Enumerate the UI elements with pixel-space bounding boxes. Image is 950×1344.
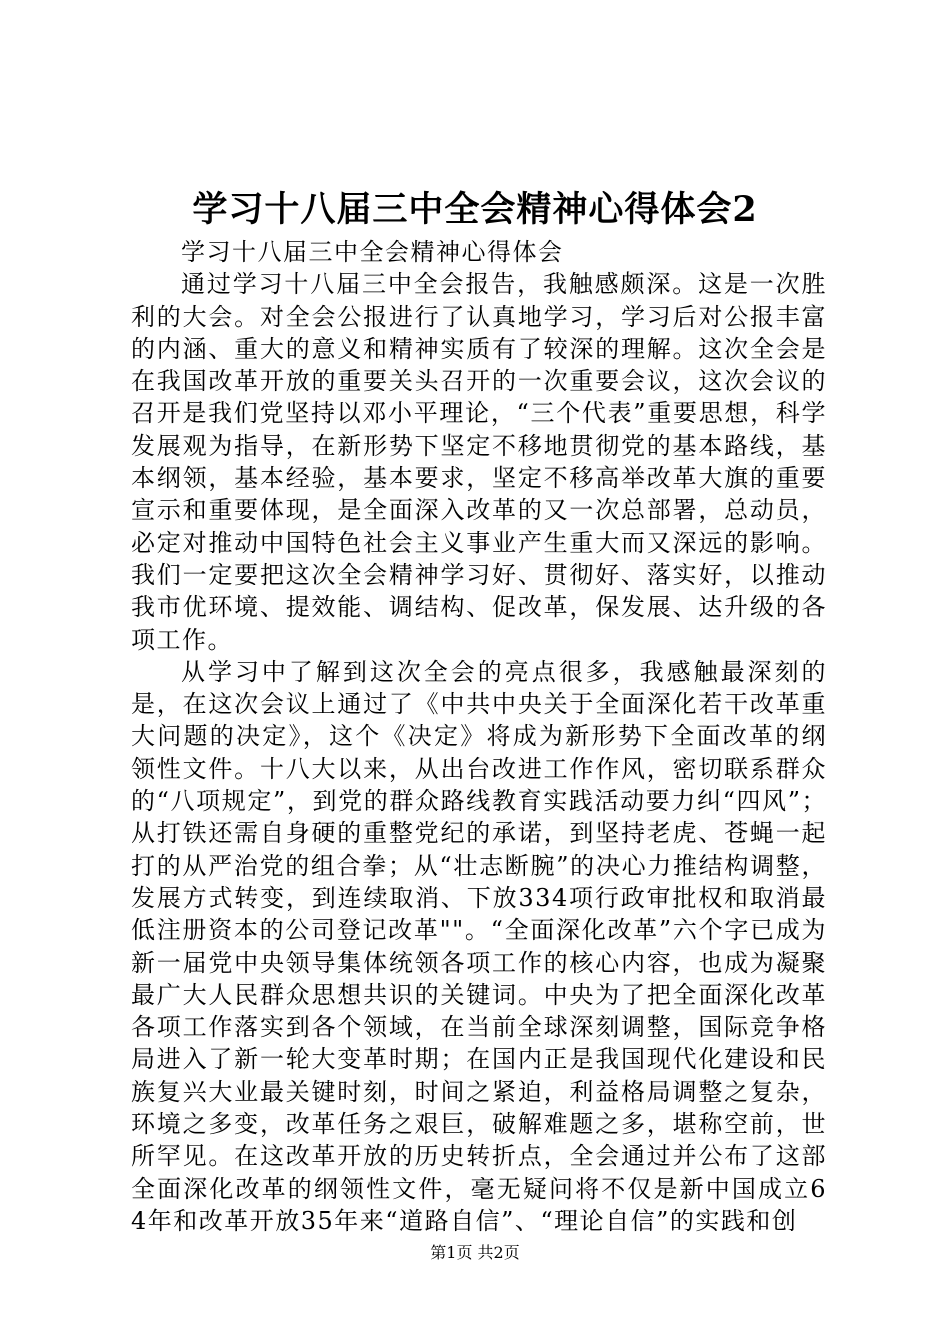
document-body <box>131 236 827 1237</box>
body-paragraph-2: 从学习中了解到这次全会的亮点很多，我感触最深刻的是，在这次会议上通过了《中共中央关于全面深化若干改革重大问题的决定》，这个《决定》将成为新形势下全面改革的纲领性文件。十八大以来，从出台改进工作作风，密切联系群众的“八项规定”，到党的群众路线教育实践活动要力纠“四风”；从打铁还需自身硬的重整党纪的承诺，到坚持老虎、苍蝇一起打的从严治党的组合拳；从“壮志断腕”的决心力推结构调整，发展方式转变，到连续取消、下放334项行政审批权和取消最低注册资本的公司登记改革""。“全面深化改革”六个字已成为新一届党中央领导集体统领各项工作的核心内容，也成为凝聚最广大人民群众思想共识的关键词。中央为了把全面深化改革各项工作落实到各个领域，在当前全球深刻调整，国际竞争格局进入了新一轮大变革时期；在国内正是我国现代化建设和民族复兴大业最关键时刻，时间之紧迫，利益格局调整之复杂，环境之多变，改革任务之艰巨，破解难题之多，堪称空前，世所罕见。在这改革开放的历史转折点，全会通过并公布了这部全面深化改革的纲领性文件，毫无疑问将不仅是新中国成立64年和改革开放35年来“道路自信”、“理论自信”的实践和创 <box>131 657 827 1235</box>
document-subtitle: 学习十八届三中全会精神心得体会 <box>181 238 564 266</box>
body-paragraph-1: 通过学习十八届三中全会报告，我触感颇深。这是一次胜利的大会。对全会公报进行了认真地学习，学习后对公报丰富的内涵、重大的意义和精神实质有了较深的理解。这次全会是在我国改革开放的重要关头召开的一次重要会议，这次会议的召开是我们党坚持以邓小平理论，“三个代表”重要思想，科学发展观为指导，在新形势下坚定不移地贯彻党的基本路线，基本纲领，基本经验，基本要求，坚定不移高举改革大旗的重要宣示和重要体现，是全面深入改革的又一次总部署，总动员，必定对推动中国特色社会主义事业产生重大而又深远的影响。我们一定要把这次全会精神学习好、贯彻好、落实好，以推动我市优环境、提效能、调结构、促改革，保发展、达升级的各项工作。 <box>131 270 827 654</box>
document-title: 学习十八届三中全会精神心得体会2 <box>192 189 758 230</box>
page-footer: 第1页 共2页 <box>430 1243 520 1262</box>
